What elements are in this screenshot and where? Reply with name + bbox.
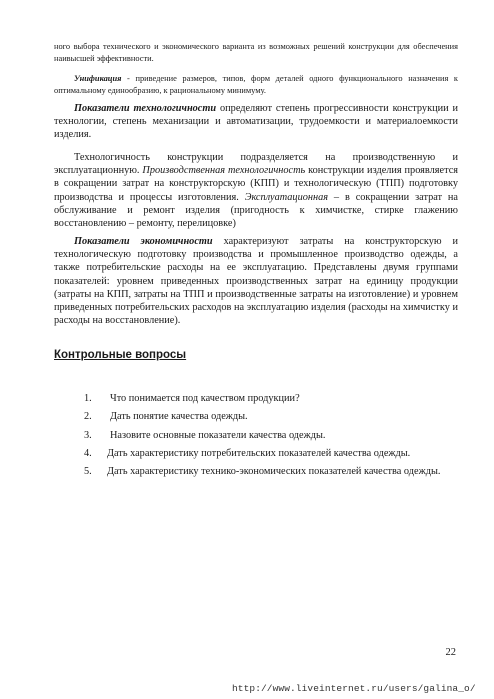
question-number: 2.: [84, 411, 92, 422]
question-item: [84, 410, 464, 424]
page-number: 22: [445, 647, 456, 658]
paragraph-unification: Унификация - приведение размеров, типов, форм деталей одного функционального назначения к оптимальному единообразию, к рациональному минимуму.: [54, 74, 458, 95]
question-text: Дать характеристику потребительских показателей качества одежды.: [107, 448, 411, 459]
paragraph-manufacturability: Технологичность конструкции подразделяется на производственную и эксплуатационную. Производственная технологичность конструкции изделия проявляется в сокращении затрат на конструкторскую (КПП) и технологическую (ТПП) подготовку производства и процессы изготовления. Эксплуатационная – в сокращении затрат на обслуживание и ремонт изделия (пригодность к химчистке, стирке глажению восстановлению – ремонту, перелицовке): [54, 152, 459, 230]
paragraph-economy-indicators: Показатели экономичности характеризуют затраты на конструкторскую и технологическую подготовку производства и промышленное производство одежды, а также потребительские расходы на ее эксплуатацию. Представлены двумя группами показателей: уровнем приведенных производственных затрат на единицу продукции (затраты на КПП, затраты на ТПП и производственные затраты на изготовление) и уровнем приведенных потребительских расходов на эксплуатацию изделия (расходы на химчистку и расходы на восстановление).: [54, 236, 458, 327]
question-text: Что понимается под качеством продукции?: [110, 393, 300, 404]
term-unification: Унификация: [74, 74, 122, 83]
question-number: 3.: [84, 430, 92, 441]
question-number: 4.: [84, 448, 92, 459]
question-text: Дать понятие качества одежды.: [110, 411, 248, 422]
term-production-manufacturability: Производственная технологичность: [142, 165, 306, 177]
watermark-url[interactable]: http://www.liveinternet.ru/users/galina_o/: [232, 683, 476, 694]
question-item: [84, 392, 464, 406]
question-number: 5.: [84, 466, 92, 477]
paragraph-technology-indicators: Показатели технологичности определяют степень прогрессивности конструкции и технологии, степень механизации и автоматизации, трудоемкости и материалоемкости изделия.: [54, 103, 458, 141]
question-item: [84, 447, 464, 461]
question-text: Назовите основные показатели качества одежды.: [110, 430, 326, 441]
term-operational: Эксплуатационная: [244, 191, 329, 203]
paragraph-continuation: ного выбора технического и экономического варианта из возможных решений конструкции для обеспечения наивысшей эффективности.: [54, 42, 458, 63]
section-heading: Контрольные вопросы: [54, 349, 187, 361]
term-economy-indicators: Показатели экономичности: [74, 236, 213, 247]
question-item: [84, 429, 464, 443]
question-text: Дать характеристику технико-экономических показателей качества одежды.: [107, 466, 441, 477]
term-technology-indicators: Показатели технологичности: [74, 103, 217, 114]
question-item: [84, 465, 464, 493]
question-number: 1.: [84, 393, 92, 404]
